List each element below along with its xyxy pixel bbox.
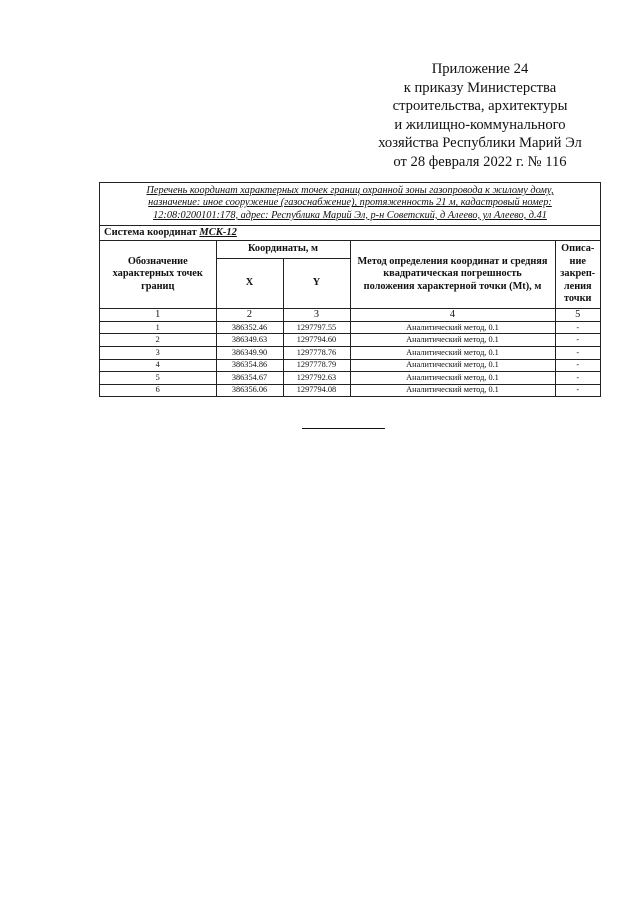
table-caption	[100, 183, 600, 226]
coord-x: 386354.67	[216, 372, 283, 385]
caption-line: назначение: иное сооружение (газоснабжение), протяженность 21 м, кадастровый номер:	[148, 197, 552, 209]
header-line: и жилищно-коммунального	[394, 116, 566, 133]
table-row	[100, 346, 600, 359]
method: Аналитический метод, 0.1	[350, 346, 555, 359]
point-id: 3	[100, 346, 216, 359]
method: Аналитический метод, 0.1	[350, 384, 555, 396]
coord-y: 1297797.55	[283, 321, 350, 334]
coord-y: 1297794.08	[283, 384, 350, 396]
coordinate-system	[100, 226, 600, 241]
method: Аналитический метод, 0.1	[350, 321, 555, 334]
point-id: 2	[100, 334, 216, 347]
table-row	[100, 372, 600, 385]
table-row	[100, 384, 600, 396]
caption-line: 12:08:0200101:178, адрес: Республика Марий Эл, р-н Советский, д Алеево, ул Алеево, д.41	[153, 209, 547, 221]
coordinates-table	[100, 241, 600, 396]
column-number: 1	[100, 308, 216, 321]
table-row	[100, 334, 600, 347]
table-row	[100, 321, 600, 334]
description: -	[555, 359, 600, 372]
caption-line: Перечень координат характерных точек границ охранной зоны газопровода к жилому дому,	[146, 185, 554, 196]
header-line: строительства, архитектуры	[392, 98, 568, 115]
coord-y: 1297778.79	[283, 359, 350, 372]
coord-x: 386354.86	[216, 359, 283, 372]
point-id: 4	[100, 359, 216, 372]
header-coordinates: Координаты, м	[216, 241, 350, 258]
description: -	[555, 321, 600, 334]
header-point: Обозначение характерных точек границ	[100, 241, 216, 308]
header-line: хозяйства Республики Марий Эл	[378, 135, 582, 152]
coordinate-system-label: Система координат	[104, 227, 197, 239]
coordinates-table-block	[99, 182, 601, 397]
header-line: Приложение 24	[431, 61, 529, 77]
closing-rule	[302, 428, 385, 429]
coord-x: 386356.06	[216, 384, 283, 396]
header-line: от 28 февраля 2022 г. № 116	[393, 153, 567, 170]
method: Аналитический метод, 0.1	[350, 334, 555, 347]
coord-x: 386349.90	[216, 346, 283, 359]
header-line: к приказу Министерства	[403, 79, 557, 96]
column-number: 4	[350, 308, 555, 321]
method: Аналитический метод, 0.1	[350, 359, 555, 372]
header-y: Y	[283, 258, 350, 308]
column-numbers-row	[100, 308, 600, 321]
point-id: 1	[100, 321, 216, 334]
coordinate-system-code: МСК-12	[199, 227, 237, 239]
column-number: 3	[283, 308, 350, 321]
coord-y: 1297778.76	[283, 346, 350, 359]
description: -	[555, 346, 600, 359]
header-x: X	[216, 258, 283, 308]
table-row	[100, 359, 600, 372]
method: Аналитический метод, 0.1	[350, 372, 555, 385]
coord-x: 386349.63	[216, 334, 283, 347]
description: -	[555, 372, 600, 385]
column-number: 5	[555, 308, 600, 321]
column-number: 2	[216, 308, 283, 321]
description: -	[555, 384, 600, 396]
header-method: Метод определения координат и средняя квадратическая погрешность положения характерной точки (Mt), м	[350, 241, 555, 308]
description: -	[555, 334, 600, 347]
coord-y: 1297792.63	[283, 372, 350, 385]
coord-y: 1297794.60	[283, 334, 350, 347]
coord-x: 386352.46	[216, 321, 283, 334]
appendix-header	[355, 60, 605, 172]
point-id: 6	[100, 384, 216, 396]
header-description: Описа-ние закреп-ления точки	[555, 241, 600, 308]
point-id: 5	[100, 372, 216, 385]
